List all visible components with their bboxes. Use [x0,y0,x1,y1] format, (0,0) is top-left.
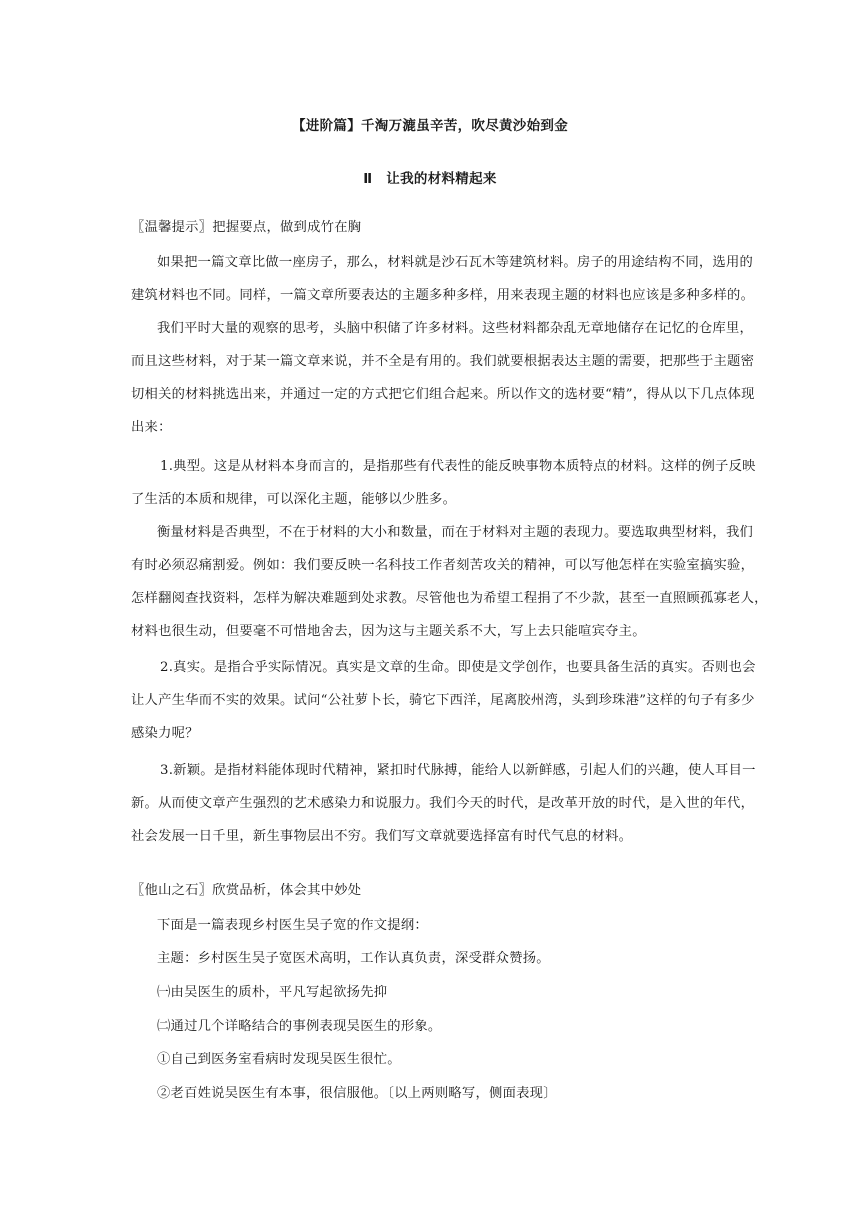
outline-line: ①自己到医务室看病时发现吴医生很忙。 [157,1052,401,1067]
paragraph-line: 3.新颖。是指材料能体现时代精神，紧扣时代脉搏，能给人以新鲜感，引起人们的兴趣，使人耳目一 [160,763,756,778]
paragraph-line: 建筑材料也不同。同样，一篇文章所要表达的主题多种多样，用来表现主题的材料也应该是多种多样的。 [131,288,755,303]
paragraph-line: 我们平时大量的观察的思考，头脑中积储了许多材料。这些材料都杂乱无章地储存在记忆的仓库里， [157,321,754,336]
paragraph-line: 衡量材料是否典型，不在于材料的大小和数量，而在于材料对主题的表现力。要选取典型材料，我们 [157,525,754,540]
document-subheading: Ⅱ 让我的材料精起来 [363,171,497,187]
paragraph-line: 材料也很生动，但要毫不可惜地舍去，因为这与主题关系不大，写上去只能喧宾夺主。 [131,624,646,639]
outline-line: 下面是一篇表现乡村医生吴子宽的作文提纲： [157,918,428,933]
document-heading: 【进阶篇】千淘万漉虽辛苦，吹尽黄沙始到金 [292,118,568,134]
paragraph-line: 让人产生华而不实的效果。试问“公社萝卜长，骑它下西洋，尾离胶州湾，头到珍珠港”这样的句子有多少 [131,693,755,708]
paragraph-line: 感染力呢？ [131,726,199,741]
paragraph-line: 切相关的材料挑选出来，并通过一定的方式把它们组合起来。所以作文的选材要“精”，得从以下几点体现 [131,387,755,402]
paragraph-line: 新。从而使文章产生强烈的艺术感染力和说服力。我们今天的时代，是改革开放的时代，是入世的年代， [131,796,755,811]
outline-line: ㈡通过几个详略结合的事例表现吴医生的形象。 [157,1019,442,1034]
paragraph-line: 出来： [131,420,172,435]
section-label-other-stones: 〖他山之石〗欣赏品析，体会其中妙处 [131,883,362,898]
paragraph-line: 2.真实。是指合乎实际情况。真实是文章的生命。即使是文学创作，也要具备生活的真实。否则也会 [160,660,756,675]
paragraph-line: 如果把一篇文章比做一座房子，那么，材料就是沙石瓦木等建筑材料。房子的用途结构不同，选用的 [157,255,754,270]
outline-line: 主题：乡村医生吴子宽医术高明，工作认真负责，深受群众赞扬。 [157,951,550,966]
paragraph-line: 有时必须忍痛割爱。例如：我们要反映一名科技工作者刻苦攻关的精神，可以写他怎样在实验室搞实验， [131,558,755,573]
outline-line: ㈠由吴医生的质朴，平凡写起欲扬先抑 [157,985,388,1000]
section-label-warm-tips: 〖温馨提示〗把握要点，做到成竹在胸 [131,220,362,235]
paragraph-line: 社会发展一日千里，新生事物层出不穷。我们写文章就要选择富有时代气息的材料。 [131,829,633,844]
outline-line: ②老百姓说吴医生有本事，很信服他。〔以上两则略写，侧面表现〕 [157,1086,557,1101]
paragraph-line: 而且这些材料，对于某一篇文章来说，并不全是有用的。我们就要根据表达主题的需要，把那些于主题密 [131,354,755,369]
paragraph-line: 了生活的本质和规律，可以深化主题，能够以少胜多。 [131,492,457,507]
paragraph-line: 1.典型。这是从材料本身而言的，是指那些有代表性的能反映事物本质特点的材料。这样的例子反映 [160,459,756,474]
paragraph-line: 怎样翻阅查找资料，怎样为解决难题到处求教。尽管他也为希望工程捐了不少款，甚至一直照顾孤寡老人， [131,591,768,606]
